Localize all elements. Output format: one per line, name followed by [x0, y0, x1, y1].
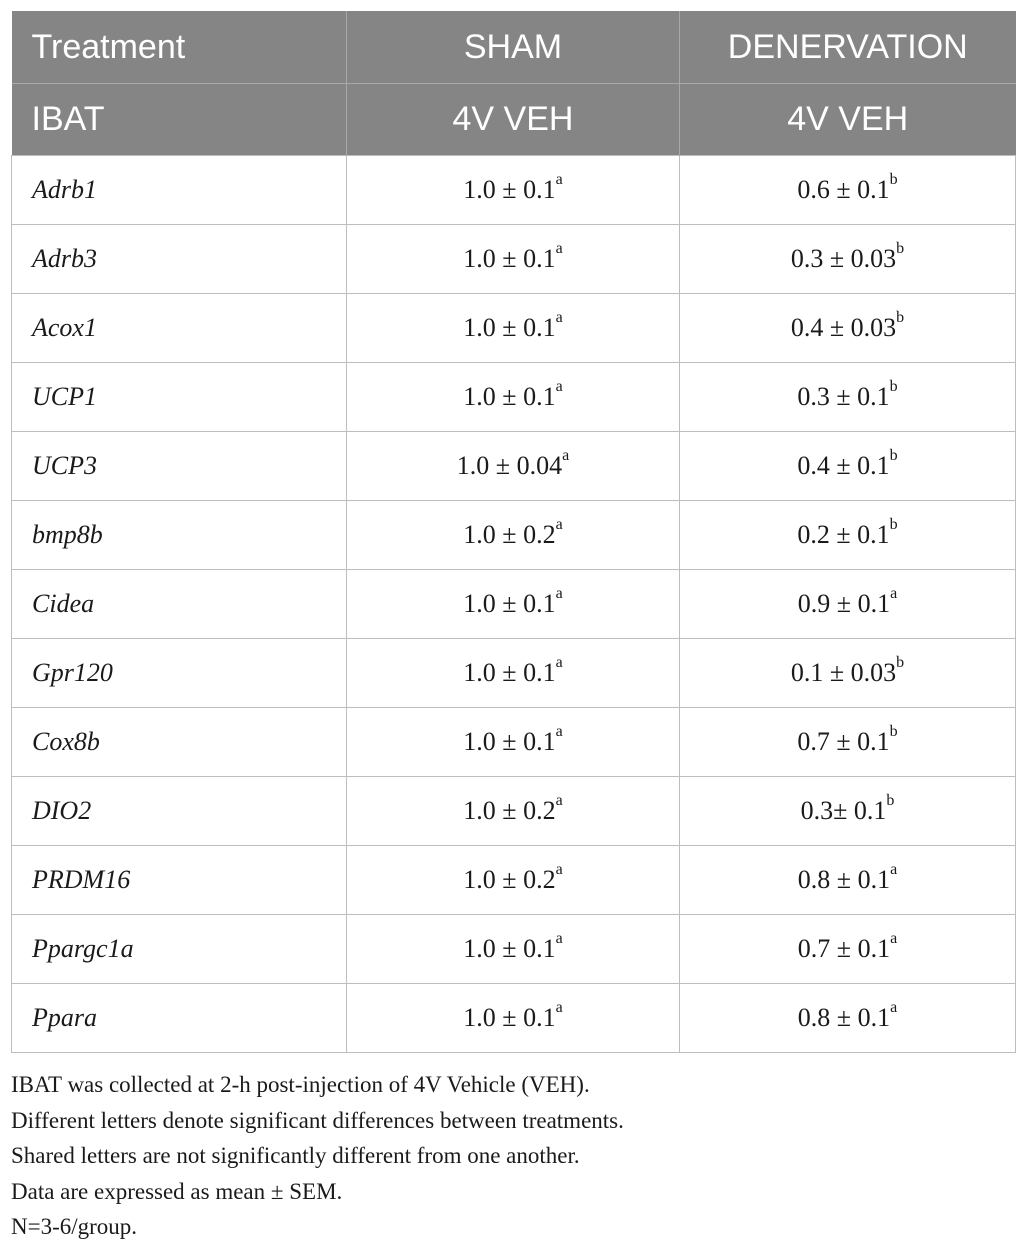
denervation-value: 0.3 ± 0.1$^b$ — [680, 363, 1016, 432]
gene-name: DIO2 — [12, 777, 347, 846]
sham-value: 1.0 ± 0.1$^a$ — [347, 915, 680, 984]
header-row-ibat — [12, 84, 1016, 156]
sham-value: 1.0 ± 0.1$^a$ — [347, 156, 680, 225]
denervation-value: 0.4 ± 0.03$^b$ — [680, 294, 1016, 363]
table-row — [12, 156, 1016, 225]
denervation-value: 0.8 ± 0.1$^a$ — [680, 846, 1016, 915]
footnote: N=3-6/group. — [11, 1214, 138, 1239]
table-header — [12, 11, 1016, 156]
table-row — [12, 501, 1016, 570]
gene-name: PRDM16 — [12, 846, 347, 915]
header-treatment-label: Treatment — [12, 11, 347, 84]
gene-name: bmp8b — [12, 501, 347, 570]
sham-value: 1.0 ± 0.1$^a$ — [347, 570, 680, 639]
table-row — [12, 363, 1016, 432]
sham-value: 1.0 ± 0.1$^a$ — [347, 708, 680, 777]
sham-value: 1.0 ± 0.1$^a$ — [347, 225, 680, 294]
gene-name: Cidea — [12, 570, 347, 639]
table-footnotes — [11, 1067, 1015, 1245]
denervation-value: 0.7 ± 0.1$^b$ — [680, 708, 1016, 777]
denervation-value: 0.9 ± 0.1$^a$ — [680, 570, 1016, 639]
header-sham-group: 4V VEH — [347, 84, 680, 156]
denervation-value: 0.8 ± 0.1$^a$ — [680, 984, 1016, 1053]
header-ibat-label: IBAT — [12, 84, 347, 156]
sham-value: 1.0 ± 0.04$^a$ — [347, 432, 680, 501]
sham-value: 1.0 ± 0.1$^a$ — [347, 984, 680, 1053]
gene-name: Adrb3 — [12, 225, 347, 294]
header-sham: SHAM — [347, 11, 680, 84]
gene-name: Ppara — [12, 984, 347, 1053]
gene-name: Gpr120 — [12, 639, 347, 708]
denervation-value: 0.3 ± 0.03$^b$ — [680, 225, 1016, 294]
gene-expression-table — [11, 11, 1016, 1053]
header-denervation-group: 4V VEH — [680, 84, 1016, 156]
denervation-value: 0.4 ± 0.1$^b$ — [680, 432, 1016, 501]
gene-name: Cox8b — [12, 708, 347, 777]
table-row — [12, 432, 1016, 501]
table-container — [11, 11, 1015, 1053]
header-denervation: DENERVATION — [680, 11, 1016, 84]
gene-name: UCP3 — [12, 432, 347, 501]
gene-name: Acox1 — [12, 294, 347, 363]
gene-name: Ppargc1a — [12, 915, 347, 984]
footnote: Different letters denote significant differences between treatments. — [11, 1107, 624, 1133]
table-row — [12, 225, 1016, 294]
sham-value: 1.0 ± 0.2$^a$ — [347, 501, 680, 570]
table-row — [12, 708, 1016, 777]
sham-value: 1.0 ± 0.1$^a$ — [347, 363, 680, 432]
gene-name: Adrb1 — [12, 156, 347, 225]
table-row — [12, 777, 1016, 846]
table-row — [12, 570, 1016, 639]
table-row — [12, 846, 1016, 915]
footnote: Shared letters are not significantly different from one another. — [11, 1143, 580, 1168]
table-row — [12, 984, 1016, 1053]
denervation-value: 0.1 ± 0.03$^b$ — [680, 639, 1016, 708]
table-row — [12, 294, 1016, 363]
sham-value: 1.0 ± 0.1$^a$ — [347, 294, 680, 363]
denervation-value: 0.6 ± 0.1$^b$ — [680, 156, 1016, 225]
table-row — [12, 639, 1016, 708]
footnote: IBAT was collected at 2-h post-injection of 4V Vehicle (VEH). — [11, 1072, 590, 1097]
denervation-value: 0.7 ± 0.1$^a$ — [680, 915, 1016, 984]
denervation-value: 0.3± 0.1$^b$ — [680, 777, 1016, 846]
footnote: Data are expressed as mean ± SEM. — [11, 1178, 343, 1204]
sham-value: 1.0 ± 0.2$^a$ — [347, 777, 680, 846]
denervation-value: 0.2 ± 0.1$^b$ — [680, 501, 1016, 570]
header-row-treatment — [12, 11, 1016, 84]
table-row — [12, 915, 1016, 984]
sham-value: 1.0 ± 0.1$^a$ — [347, 639, 680, 708]
sham-value: 1.0 ± 0.2$^a$ — [347, 846, 680, 915]
gene-name: UCP1 — [12, 363, 347, 432]
table-body — [12, 156, 1016, 1053]
